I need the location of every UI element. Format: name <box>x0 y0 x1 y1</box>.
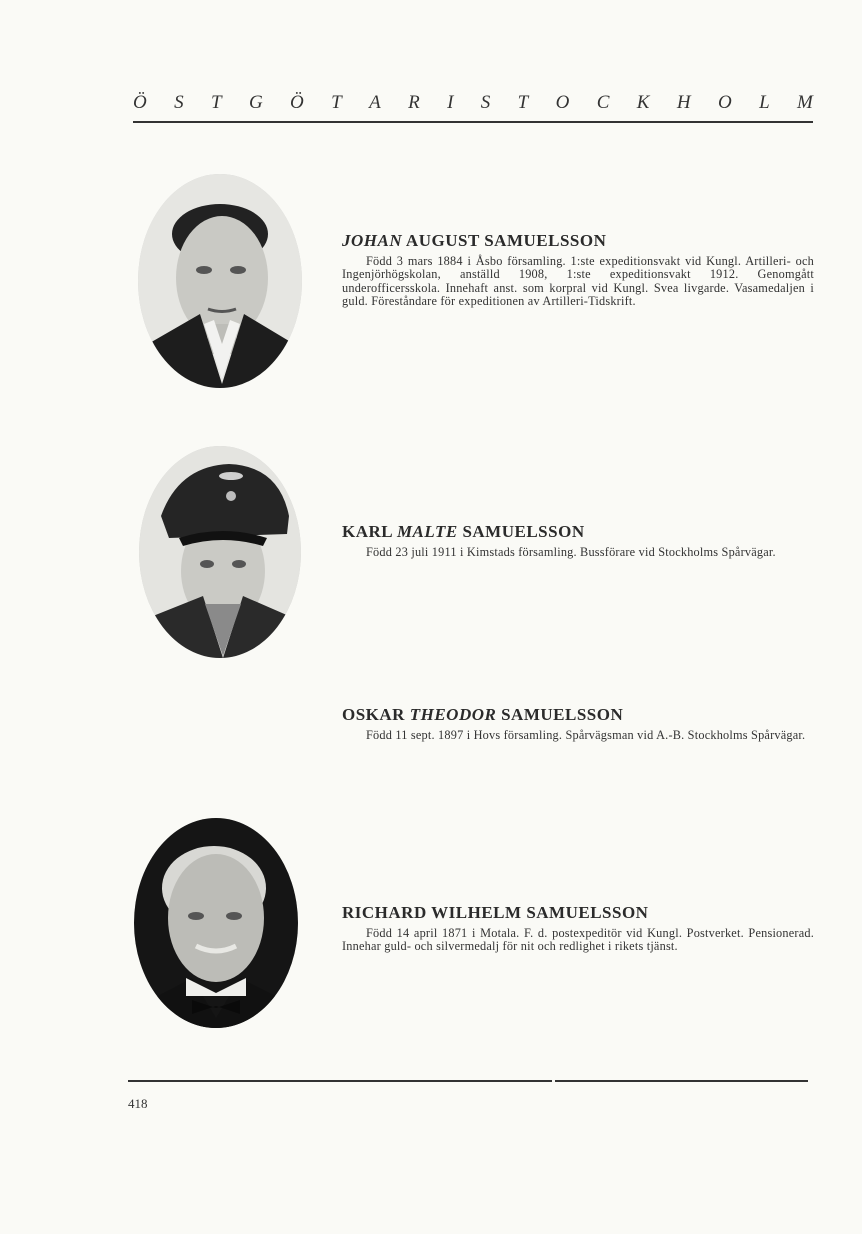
running-head-letter: S <box>480 92 491 113</box>
running-head-letter: Ö <box>290 92 304 113</box>
biography-entry <box>342 903 814 954</box>
running-head-letter: T <box>331 92 342 113</box>
name-prefix: KARL <box>342 522 397 541</box>
portrait-photo <box>138 174 302 388</box>
running-head-letter: K <box>636 92 650 113</box>
running-head-letter: T <box>517 92 529 113</box>
running-head-letter: R <box>408 92 420 113</box>
name-suffix: SAMUELSSON <box>457 522 585 541</box>
running-head-letter: Ö <box>133 92 147 113</box>
running-head-letter: A <box>369 92 381 113</box>
header-rule <box>133 121 813 123</box>
biography-text: Född 14 april 1871 i Motala. F. d. postexpeditör vid Kungl. Postverket. Pensionerad. Innehar guld- och silvermedalj för nit och redlighet i rikets tjänst. <box>342 926 814 954</box>
portrait-photo <box>139 446 301 658</box>
name-italic: JOHAN <box>342 231 403 250</box>
running-head-letter: C <box>596 92 610 113</box>
biography-text: Född 3 mars 1884 i Åsbo församling. 1:ste expeditionsvakt vid Kungl. Artilleri- och Ingenjörhögskolan, anställd 1908, 1:ste expeditionsvakt 1912. Genomgått underofficersskola. Innehaft anst. som korpral vid Kungl. Svea livgarde. Vasamedaljen i guld. Föreståndare för expeditionen av Artilleri-Tidskrift. <box>342 254 814 309</box>
portrait-photo <box>134 818 298 1028</box>
person-name <box>342 705 814 725</box>
running-head-letter: M <box>797 92 813 113</box>
footer-rule <box>128 1080 552 1082</box>
running-head-letter: I <box>447 92 454 113</box>
running-head-letter: H <box>676 92 691 113</box>
biography-entry <box>342 522 814 559</box>
biography-text: Född 23 juli 1911 i Kimstads församling. Bussförare vid Stockholms Spårvägar. <box>366 545 776 559</box>
running-head-letter: L <box>759 92 770 113</box>
name-suffix: SAMUELSSON <box>496 705 624 724</box>
running-head-letter: S <box>174 92 184 113</box>
person-name <box>342 231 814 251</box>
running-head-letter: T <box>210 92 222 113</box>
name-prefix: OSKAR <box>342 705 410 724</box>
running-head-letter: O <box>555 92 570 113</box>
name-prefix: RICHARD WILHELM SAMUELSSON <box>342 903 649 922</box>
running-head-letter: G <box>248 92 263 113</box>
name-suffix: AUGUST SAMUELSSON <box>402 231 607 250</box>
running-head-letter: O <box>717 92 732 113</box>
biography-entry <box>342 705 814 742</box>
biography-text: Född 11 sept. 1897 i Hovs församling. Spårvägsman vid A.-B. Stockholms Spårvägar. <box>366 728 806 742</box>
running-head <box>133 92 813 114</box>
footer-rule <box>555 1080 808 1082</box>
name-italic: MALTE <box>396 522 458 541</box>
person-name <box>342 522 814 542</box>
biography-entry <box>342 231 814 309</box>
person-name <box>342 903 814 923</box>
page-number: 418 <box>128 1096 148 1111</box>
name-italic: THEODOR <box>409 705 497 724</box>
